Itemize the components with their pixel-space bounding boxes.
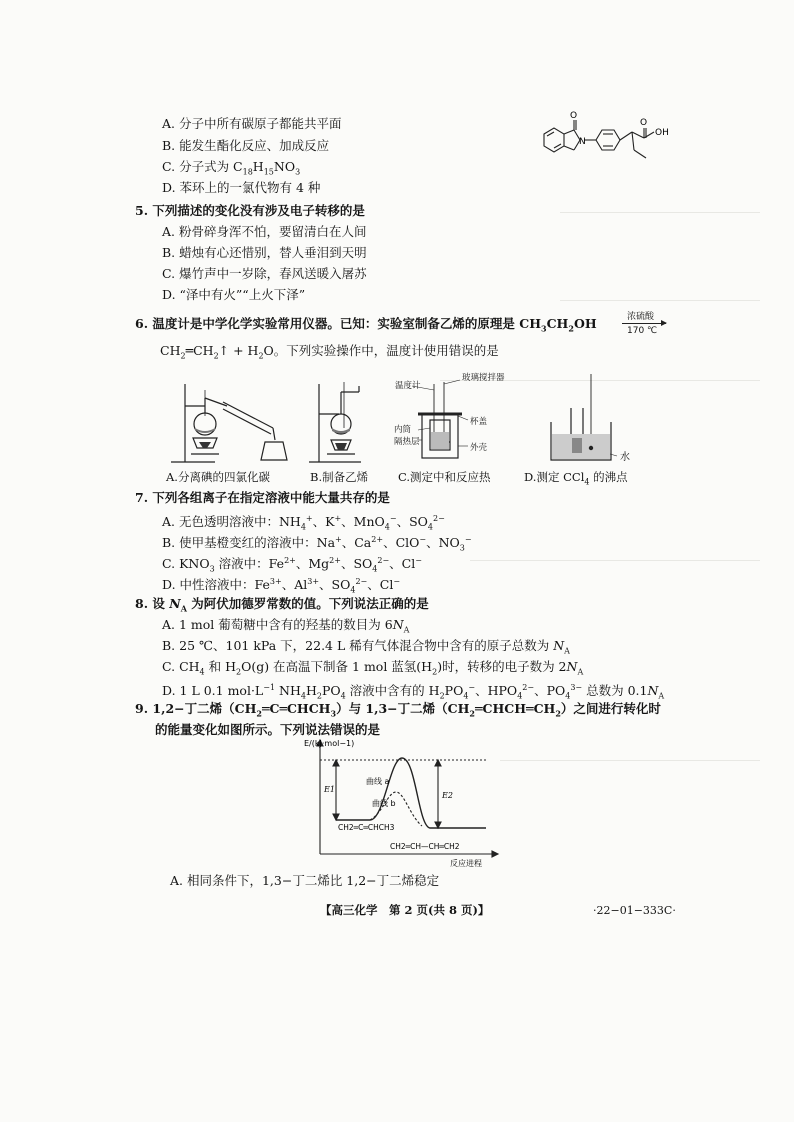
apparatus-a-distillation [165,376,295,468]
bleed-through-line [560,300,760,301]
bleed-through-line [560,212,760,213]
reaction-arrow [622,323,666,324]
chart-e2-label: E2 [442,791,453,800]
chart-ylabel: E/(kJ·mol−1) [304,739,355,748]
q5-stem: 5. 下列描述的变化没有涉及电子转移的是 [135,203,365,218]
molecule-oh-label: OH [655,128,669,138]
svg-text:O: O [640,118,648,128]
footer-page-info: 【高三化学 第 2 页(共 8 页)】 [320,903,490,917]
q8-stem: 8. 设 $N_A$ 为阿伏加德罗常数的值。下列说法正确的是 [135,596,429,614]
energy-diagram [300,736,510,868]
q4-option-c: C. 分子式为 $C_{18}H_{15}NO_3$ [162,159,301,177]
q8-option-a: A. 1 mol 葡萄糖中含有的羟基的数目为 $6N_A$ [162,617,410,635]
svg-text:O: O [570,111,578,121]
label-glass-stirrer: 玻璃搅拌器 [462,373,505,383]
q4-option-b: B. 能发生酯化反应、加成反应 [162,138,330,153]
q6-stem-line1: 6. 温度计是中学化学实验常用仪器。已知：实验室制备乙烯的原理是 $CH_3CH_2OH$ [135,316,597,334]
q5-option-a: A. 粉骨碎身浑不怕，要留清白在人间 [162,224,367,239]
label-insulation: 隔热层 [394,437,420,447]
q5-option-d: D. “泽中有火”“上火下泽” [162,287,306,302]
chart-reactant-label: CH2═C═CHCH3 [338,823,395,832]
bleed-through-line [470,560,760,561]
label-thermometer: 温度计 [395,381,421,391]
reaction-arrow-top: 浓硫酸 [627,312,655,322]
chart-e1-label: E1 [324,785,335,794]
q9-stem-line2: 的能量变化如图所示。下列说法错误的是 [155,722,381,737]
molecule-structure-image [536,108,676,188]
q6-stem-line2: $CH_2═CH_2↑ + H_2O$。下列实验操作中，温度计使用错误的是 [160,343,499,361]
q5-option-c: C. 爆竹声中一岁除，春风送暖入屠苏 [162,266,367,281]
q7-stem: 7. 下列各组离子在指定溶液中能大量共存的是 [135,490,390,505]
svg-text:N: N [579,137,586,147]
q9-stem-line1: 9. 1,2−丁二烯$(CH_2═C═CHCH_3)$与 1,3−丁二烯$(CH_2═CHCH═CH_2)$之间进行转化时 [135,701,661,719]
label-outer-shell: 外壳 [470,443,488,453]
chart-curve-a-label: 曲线 a [366,777,390,786]
q8-option-d: D. 1 L 0.1 $mol\cdot L^{-1}$ $NH_4H_2PO_4$ 溶液中含有的 $H_2PO_4^-$、$HPO_4^{2-}$、$PO_4^{3-}$ 总数为 $0.1N_A$ [162,683,665,701]
footer-code: ·22−01−333C· [593,904,676,917]
q8-option-b: B. 25 ℃、101 kPa 下，22.4 L 稀有气体混合物中含有的原子总数为 $N_A$ [162,638,570,656]
label-inner-cylinder: 内筒 [394,425,412,435]
label-lid: 杯盖 [470,417,488,427]
q8-option-c: C. $CH_4$ 和 $H_2O(g)$ 在高温下制备 1 mol 蓝氢$(H_2)$时，转移的电子数为 $2N_A$ [162,659,584,677]
caption-a: A.分离碘的四氯化碳 [166,470,270,484]
bleed-through-line [500,760,760,761]
q5-option-b: B. 蜡烛有心还惜别，替人垂泪到天明 [162,245,367,260]
q7-option-c: C. $KNO_3$ 溶液中：$Fe^{2+}$、$Mg^{2+}$、$SO_4^{2-}$、Cl− [162,556,422,574]
caption-b: B.制备乙烯 [310,470,369,484]
q4-option-d: D. 苯环上的一氯代物有 4 种 [162,180,321,195]
q7-option-a: A. 无色透明溶液中：$NH_4^+$、K+、MnO$_4$−、$SO_4^{2-}$ [162,514,445,532]
caption-d: D.测定 CCl$_4$ 的沸点 [524,470,628,487]
chart-xlabel: 反应进程 [450,859,482,868]
q7-option-d: D. 中性溶液中：$Fe^{3+}$、$Al^{3+}$、$SO_4^{2-}$、Cl− [162,577,401,595]
apparatus-b-ethylene [305,376,385,468]
reaction-arrow-head [661,320,667,326]
caption-c: C.测定中和反应热 [398,470,491,484]
reaction-arrow-bottom: 170 ℃ [627,326,658,336]
chart-curve-b-label: 曲线 b [372,799,396,808]
label-water: 水 [620,452,630,463]
chart-product-label: CH2═CH—CH═CH2 [390,842,460,851]
q7-option-b: B. 使甲基橙变红的溶液中：Na+、$Ca^{2+}$、ClO−、$NO_3^-$ [162,535,472,553]
q9-option-a: A. 相同条件下，1,3−丁二烯比 1,2−丁二烯稳定 [170,873,440,888]
q4-option-a: A. 分子中所有碳原子都能共平面 [162,116,342,131]
